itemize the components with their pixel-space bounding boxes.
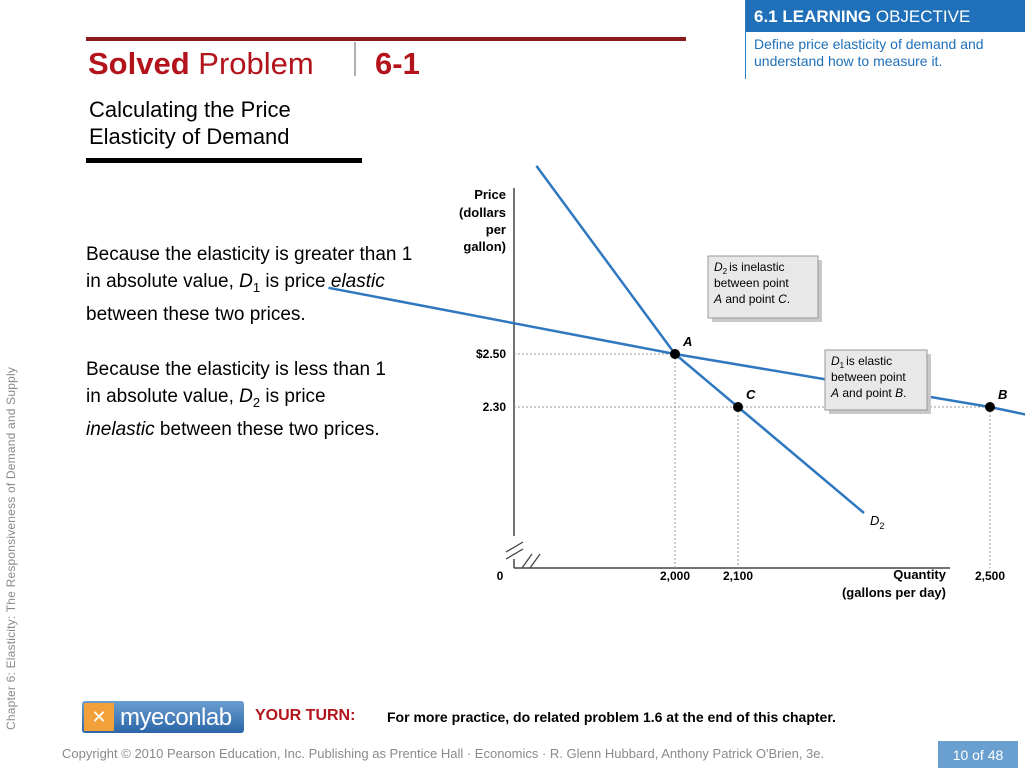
p2-post: between these two prices. xyxy=(155,419,380,440)
p2-sub: 2 xyxy=(253,395,260,410)
point-b xyxy=(985,402,995,412)
callout-line-0: $D_1$ is elastic xyxy=(831,354,892,370)
page-subtitle: Calculating the Price Elasticity of Demand xyxy=(89,96,359,150)
title-divider xyxy=(354,42,356,76)
your-turn-text: For more practice, do related problem 1.6 at the end of this chapter. xyxy=(387,709,836,725)
lo-label-bold: 6.1 LEARNING xyxy=(754,7,871,26)
callouts xyxy=(708,256,931,414)
demand-curves xyxy=(329,166,1025,531)
paragraph-elastic xyxy=(86,241,416,328)
point-label-b: B xyxy=(998,387,1007,402)
page-number-badge: 10 of 48 xyxy=(938,741,1018,768)
p1-d: D xyxy=(239,271,253,292)
series-label-d2: $D_2$ xyxy=(870,513,884,531)
point-a xyxy=(670,349,680,359)
p2-em: inelastic xyxy=(86,419,155,440)
ylabel-line-1: (dollars xyxy=(459,205,506,220)
title-problem: Problem xyxy=(198,46,313,81)
y-tick-label-0: $2.50 xyxy=(476,347,506,361)
learning-objective-box xyxy=(745,0,1025,79)
logo-text: myeconlab xyxy=(120,704,232,732)
chapter-sidebar-text: Chapter 6: Elasticity: The Responsiveness of Demand and Supply xyxy=(4,270,18,730)
title-solved: Solved xyxy=(88,46,190,81)
y-tick-label-1: 2.30 xyxy=(483,400,507,414)
callout-d2 xyxy=(708,256,822,322)
header-rule xyxy=(86,37,686,41)
point-label-c: C xyxy=(746,387,756,402)
series-d2 xyxy=(536,166,864,513)
ylabel-line-2: per xyxy=(486,222,506,237)
p2-pre: Because the elasticity is less than 1 in absolute value, xyxy=(86,359,386,407)
p2-d: D xyxy=(239,386,253,407)
callout-line-0: $D_2$ is inelastic xyxy=(714,260,784,276)
callout-line-1: between point xyxy=(714,276,789,290)
x-tick-label-0: 2,000 xyxy=(660,569,690,583)
p1-em: elastic xyxy=(331,271,385,292)
x-tick-label-1: 2,100 xyxy=(723,569,753,583)
callout-line-2: A and point B. xyxy=(830,386,906,400)
y-axis-title xyxy=(459,187,506,254)
callout-line-2: A and point C. xyxy=(713,292,790,306)
page-title xyxy=(88,46,314,82)
subtitle-rule xyxy=(86,158,362,163)
paragraph-inelastic xyxy=(86,356,396,443)
copyright-footer: Copyright © 2010 Pearson Education, Inc. Publishing as Prentice Hall · Economics · R. Glenn Hubbard, Anthony Patrick O'Brien, 3e. xyxy=(62,746,824,761)
logo-mark-icon: ✕ xyxy=(84,703,114,731)
x-tick-label-2: 2,500 xyxy=(975,569,1005,583)
xlabel-line-0: Quantity xyxy=(893,567,946,582)
axis-break-marks xyxy=(506,542,540,568)
origin-label: 0 xyxy=(497,569,504,583)
point-c xyxy=(733,402,743,412)
p2-mid: is price xyxy=(260,386,325,407)
learning-objective-text: Define price elasticity of demand and understand how to measure it. xyxy=(754,36,1024,70)
xlabel-line-1: (gallons per day) xyxy=(842,585,946,600)
callout-line-1: between point xyxy=(831,370,906,384)
x-axis-title xyxy=(842,567,947,600)
learning-objective-heading xyxy=(746,0,1025,32)
p1-sub: 1 xyxy=(253,280,260,295)
lo-label-rest: OBJECTIVE xyxy=(876,7,970,26)
myeconlab-logo[interactable] xyxy=(82,701,244,733)
problem-number: 6-1 xyxy=(375,46,420,82)
callout-d1 xyxy=(825,350,931,414)
p1-pre: Because the elasticity is greater than 1 in absolute value, xyxy=(86,244,412,292)
point-label-a: A xyxy=(682,334,692,349)
p1-post: between these two prices. xyxy=(86,304,306,325)
ylabel-line-3: gallon) xyxy=(463,239,506,254)
demand-chart xyxy=(430,180,960,610)
ylabel-line-0: Price xyxy=(474,187,506,202)
your-turn-label: YOUR TURN: xyxy=(255,707,355,725)
p1-mid: is price xyxy=(260,271,331,292)
